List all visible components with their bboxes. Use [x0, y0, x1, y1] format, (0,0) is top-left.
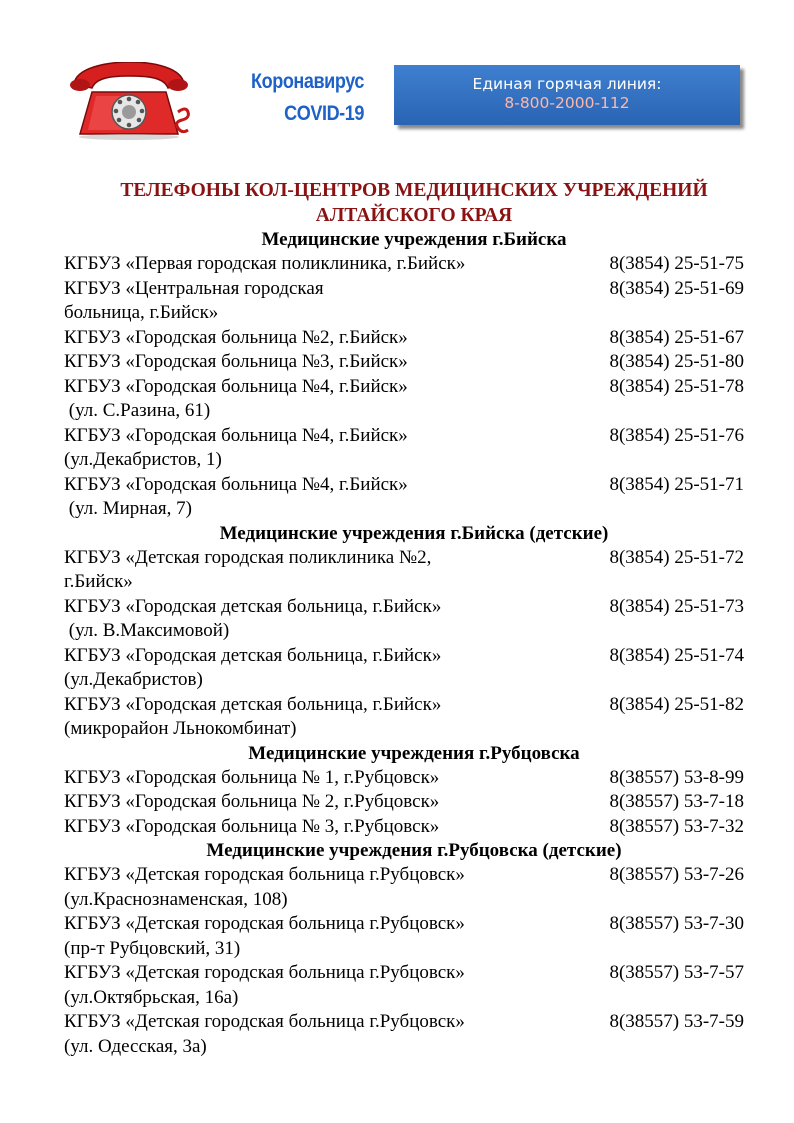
institution-name: КГБУЗ «Первая городская поликлиника, г.Бийск»: [64, 253, 466, 274]
phone-number: 8(38557) 53-7-18: [609, 791, 744, 812]
phone-number: 8(38557) 53-7-32: [609, 815, 744, 837]
institution-address: больница, г.Бийск»: [64, 302, 219, 323]
institution-name: КГБУЗ «Детская городская больница г.Рубцовск»: [64, 913, 465, 934]
institution-name: КГБУЗ «Городская больница №4, г.Бийск»: [64, 424, 408, 446]
phone-number: 8(3854) 25-51-73: [609, 595, 744, 617]
hotline-title: Единая горячая линия:: [472, 75, 662, 93]
list-item: [64, 766, 754, 791]
list-item: [64, 473, 754, 522]
institution-name: КГБУЗ «Городская детская больница, г.Бийск»: [64, 595, 442, 617]
page-title: [74, 178, 754, 228]
section-title: Медицинские учреждения г.Рубцовска: [248, 742, 580, 764]
list-item: [64, 912, 754, 961]
list-item: [64, 424, 754, 473]
phone-number: 8(38557) 53-7-30: [609, 913, 744, 934]
list-item: [64, 252, 754, 277]
institution-address: (ул. Одесская, 3а): [64, 1035, 207, 1057]
institution-name: КГБУЗ «Городская больница №3, г.Бийск»: [64, 351, 408, 372]
institution-address: (ул.Краснознаменская, 108): [64, 888, 288, 910]
brand-line-1: Коронавирус: [251, 70, 364, 93]
hotline-banner: [394, 65, 740, 125]
list-item: [64, 961, 754, 1010]
institution-name: КГБУЗ «Городская больница № 3, г.Рубцовск»: [64, 815, 440, 837]
document-body: [64, 178, 754, 1059]
covid-brand: [235, 66, 364, 130]
institution-address: (ул. С.Разина, 61): [64, 400, 211, 421]
phone-number: 8(3854) 25-51-82: [609, 693, 744, 715]
list-item: [64, 546, 754, 595]
phone-number: 8(3854) 25-51-67: [609, 326, 744, 348]
red-telephone-icon: [66, 62, 198, 140]
institution-address: (ул.Октябрьская, 16а): [64, 986, 239, 1008]
phone-number: 8(3854) 25-51-78: [609, 375, 744, 397]
institution-address: г.Бийск»: [64, 571, 133, 592]
page-title-line-1: ТЕЛЕФОНЫ КОЛ-ЦЕНТРОВ МЕДИЦИНСКИХ УЧРЕЖДЕНИЙ: [120, 180, 708, 201]
section: [64, 522, 754, 742]
section-title: Медицинские учреждения г.Бийска (детские): [219, 522, 609, 544]
phone-number: 8(3854) 25-51-74: [609, 644, 744, 666]
phone-number: 8(3854) 25-51-80: [609, 351, 744, 372]
phone-number: 8(38557) 53-7-57: [609, 962, 744, 983]
list-item: [64, 1010, 754, 1059]
institution-name: КГБУЗ «Детская городская больница г.Рубцовск»: [64, 962, 465, 983]
institution-address: (ул.Декабристов): [64, 669, 203, 690]
phone-number: 8(3854) 25-51-69: [609, 277, 744, 299]
hotline-number: 8-800-2000-112: [504, 94, 630, 112]
section-title: Медицинские учреждения г.Рубцовска (детские): [206, 840, 622, 861]
institution-address: (пр-т Рубцовский, 31): [64, 937, 241, 959]
list-item: [64, 326, 754, 351]
institution-address: (ул.Декабристов, 1): [64, 449, 222, 470]
sections-list: [64, 228, 754, 1059]
section-title: Медицинские учреждения г.Бийска: [261, 229, 567, 250]
list-item: [64, 644, 754, 693]
institution-address: (микрорайон Льнокомбинат): [64, 718, 297, 739]
section: [64, 839, 754, 1059]
institution-name: КГБУЗ «Детская городская поликлиника №2,: [64, 546, 432, 568]
institution-name: КГБУЗ «Детская городская больница г.Рубцовск»: [64, 1011, 465, 1032]
phone-number: 8(3854) 25-51-76: [609, 424, 744, 446]
institution-address: (ул. В.Максимовой): [64, 620, 230, 641]
list-item: [64, 375, 754, 424]
institution-name: КГБУЗ «Городская больница № 2, г.Рубцовск»: [64, 791, 440, 812]
list-item: [64, 277, 754, 326]
section: [64, 742, 754, 840]
institution-name: КГБУЗ «Детская городская больница г.Рубцовск»: [64, 864, 465, 885]
phone-number: 8(3854) 25-51-72: [609, 546, 744, 568]
institution-name: КГБУЗ «Городская больница №4, г.Бийск»: [64, 375, 408, 397]
list-item: [64, 790, 754, 815]
institution-address: (ул. Мирная, 7): [64, 498, 192, 519]
institution-name: КГБУЗ «Городская больница № 1, г.Рубцовск»: [64, 766, 440, 788]
institution-name: КГБУЗ «Центральная городская: [64, 277, 324, 299]
phone-number: 8(38557) 53-8-99: [609, 766, 744, 788]
phone-number: 8(38557) 53-7-26: [609, 864, 744, 885]
brand-line-2: COVID-19: [284, 102, 364, 125]
institution-name: КГБУЗ «Городская больница №2, г.Бийск»: [64, 326, 408, 348]
phone-number: 8(3854) 25-51-71: [609, 473, 744, 495]
list-item: [64, 595, 754, 644]
institution-name: КГБУЗ «Городская детская больница, г.Бийск»: [64, 644, 442, 666]
page-title-line-2: АЛТАЙСКОГО КРАЯ: [315, 205, 513, 226]
phone-number: 8(3854) 25-51-75: [609, 253, 744, 274]
phone-number: 8(38557) 53-7-59: [609, 1011, 744, 1032]
header-banner: [0, 0, 794, 150]
institution-name: КГБУЗ «Городская детская больница, г.Бийск»: [64, 693, 442, 715]
list-item: [64, 693, 754, 742]
section: [64, 228, 754, 522]
institution-name: КГБУЗ «Городская больница №4, г.Бийск»: [64, 473, 408, 495]
list-item: [64, 350, 754, 375]
list-item: [64, 815, 754, 840]
list-item: [64, 863, 754, 912]
